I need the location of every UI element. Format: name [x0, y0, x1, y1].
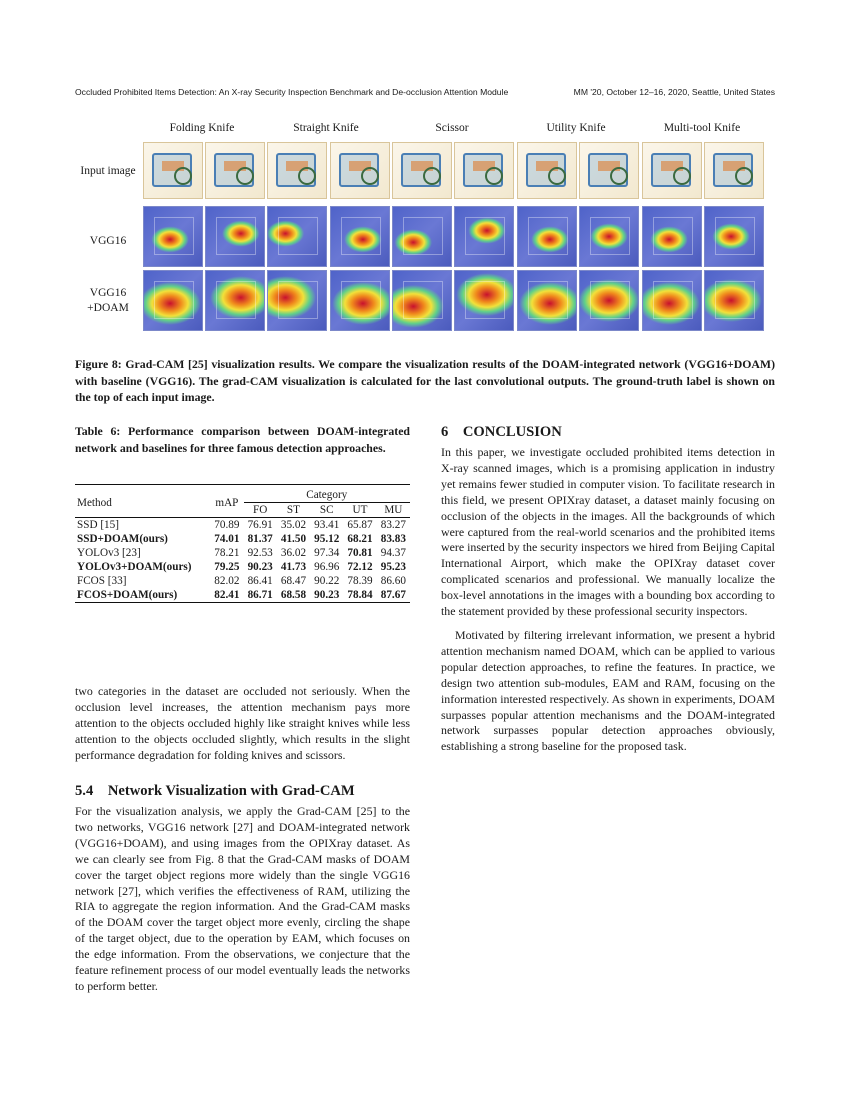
running-header-title: Occluded Prohibited Items Detection: An X-ray Security Inspection Benchmark and De-occlusion Attention Module [75, 87, 509, 97]
figure-column-label: Utility Knife [546, 122, 606, 134]
section-number: 5.4 [75, 783, 94, 799]
gradcam-heatmap [143, 270, 203, 331]
col-header-cat: MU [384, 504, 403, 516]
gradcam-heatmap [454, 270, 514, 331]
gradcam-heatmap [392, 270, 452, 331]
section-heading-6 [441, 424, 562, 441]
gradcam-heatmap [454, 206, 514, 267]
cell-value: 96.96 [314, 561, 340, 573]
cell-value: 90.23 [314, 589, 340, 601]
cell-value: 83.27 [380, 519, 406, 531]
cell-method: SSD [15] [77, 519, 119, 531]
cell-value: 36.02 [280, 547, 307, 559]
body-paragraph: In this paper, we investigate occluded prohibited items detection in X-ray scanned images, which is a promising application in industry yet remains fewer studied in computer vision. To facilitate research in this field, we present OPIXray dataset, a dataset mainly focusing on occlusion of the objects in the images. All the backgrounds of which were captured from the real-world scenarios and the prohibited items were inserted by the security inspectors we hired from Beijing Capital International Airport, which make the OPIXray dataset cover complicated scenarios and professional. We manually localize the box-level annotations in the images with a bounding box according to the statement provided by these professional security inspectors. [441, 445, 775, 619]
performance-table [75, 484, 410, 603]
col-header-cat: SC [319, 504, 334, 516]
cell-method: YOLOv3+DOAM(ours) [77, 561, 192, 573]
gradcam-heatmap [642, 206, 702, 267]
gradcam-heatmap [517, 270, 577, 331]
cell-value: 93.41 [314, 519, 340, 531]
figure-column-label: Straight Knife [293, 122, 359, 134]
cell-method: FCOS [33] [77, 575, 127, 587]
gradcam-heatmap [642, 270, 702, 331]
section-heading-5-4 [75, 783, 355, 800]
figure-row-label: VGG16 [89, 235, 127, 247]
cell-value: 95.23 [380, 561, 406, 573]
table-row [75, 518, 410, 533]
figure-column-label: Folding Knife [169, 122, 235, 134]
cell-value: 86.71 [247, 589, 273, 601]
xray-input-image [205, 142, 265, 199]
gradcam-heatmap [143, 206, 203, 267]
cell-value: 72.12 [347, 561, 373, 573]
table-caption: Table 6: Performance comparison between DOAM-integrated network and baselines for three famous detection approaches. [75, 424, 410, 455]
cell-value: 94.37 [380, 547, 406, 559]
body-paragraph: Motivated by filtering irrelevant information, we present a hybrid attention mechanism named DOAM, which can be applied to various popular detection approaches, to refine the features. In practice, we design two attention sub-modules, EAM and RAM, focusing on the information interested respectively. As shown in experiments, DOAM surpasses popular attention mechanisms and the DOAM-integrated network surpasses popular detection approaches obviously, establishing a strong baseline for the proposed task. [441, 628, 775, 754]
figure-row-label: VGG16 +DOAM [87, 287, 129, 314]
table-row [75, 574, 410, 588]
gradcam-heatmap [517, 206, 577, 267]
cell-value: 76.91 [247, 519, 273, 531]
cell-value: 86.41 [247, 575, 273, 587]
gradcam-heatmap [330, 270, 390, 331]
table-row [75, 532, 410, 546]
table-row [75, 546, 410, 560]
xray-input-image [517, 142, 577, 199]
cell-value: 97.34 [314, 547, 340, 559]
gradcam-heatmap [579, 270, 639, 331]
cell-value: 78.39 [347, 575, 373, 587]
cell-map: 74.01 [214, 533, 240, 545]
cell-value: 68.58 [280, 589, 307, 601]
cell-map: 78.21 [214, 547, 240, 559]
table-row [75, 588, 410, 603]
cell-map: 82.41 [214, 589, 240, 601]
col-header-cat: FO [253, 504, 268, 516]
cell-value: 95.12 [314, 533, 340, 545]
cell-method: SSD+DOAM(ours) [77, 533, 168, 545]
cell-value: 65.87 [347, 519, 373, 531]
cell-map: 82.02 [214, 575, 240, 587]
cell-value: 70.81 [347, 547, 373, 559]
table-row [75, 560, 410, 574]
figure-caption: Figure 8: Grad-CAM [25] visualization results. We compare the visualization results of the DOAM-integrated network (VGG16+DOAM) with baseline (VGG16). The grad-CAM visualization is calculated for the last convolutional outputs. The ground-truth label is shown on the top of each input image. [75, 357, 775, 404]
cell-method: YOLOv3 [23] [77, 547, 141, 559]
col-header-cat: ST [286, 504, 300, 516]
col-header-category: Category [244, 485, 410, 503]
gradcam-heatmap [704, 270, 764, 331]
gradcam-heatmap [392, 206, 452, 267]
cell-value: 83.83 [380, 533, 406, 545]
cell-map: 70.89 [214, 519, 240, 531]
xray-input-image [579, 142, 639, 199]
cell-value: 90.23 [247, 561, 273, 573]
cell-value: 86.60 [380, 575, 406, 587]
cell-value: 92.53 [247, 547, 273, 559]
section-title: Network Visualization with Grad-CAM [107, 783, 355, 799]
figure-column-label: Multi-tool Knife [663, 122, 741, 134]
col-header-method: Method [77, 496, 112, 509]
xray-input-image [704, 142, 764, 199]
cell-value: 90.22 [314, 575, 340, 587]
gradcam-heatmap [330, 206, 390, 267]
cell-value: 41.50 [280, 533, 307, 545]
cell-value: 35.02 [280, 519, 307, 531]
cell-value: 87.67 [380, 589, 406, 601]
figure-column-label: Scissor [435, 122, 469, 134]
gradcam-heatmap [267, 270, 327, 331]
cell-value: 81.37 [247, 533, 273, 545]
gradcam-heatmap [205, 270, 265, 331]
gradcam-heatmap [704, 206, 764, 267]
section-title: CONCLUSION [462, 424, 562, 440]
col-header-map: mAP [215, 496, 239, 509]
xray-input-image [143, 142, 203, 199]
gradcam-heatmap [267, 206, 327, 267]
cell-map: 79.25 [214, 561, 240, 573]
gradcam-heatmap [579, 206, 639, 267]
xray-input-image [267, 142, 327, 199]
xray-input-image [330, 142, 390, 199]
cell-value: 68.47 [280, 575, 307, 587]
xray-input-image [454, 142, 514, 199]
cell-value: 41.73 [280, 561, 307, 573]
section-number: 6 [441, 424, 449, 440]
figure-row-label: Input image [80, 165, 136, 177]
figure-8 [0, 0, 850, 350]
running-header-venue: MM '20, October 12–16, 2020, Seattle, United States [573, 87, 775, 97]
xray-input-image [642, 142, 702, 199]
body-paragraph: two categories in the dataset are occluded not seriously. When the occlusion level increases, the attention mechanism pays more attention to the objects occluded highly like straight knives while less attention to the objects occluded slightly, which results in the slight performance degradation for folding knives and scissors. [75, 684, 410, 762]
cell-method: FCOS+DOAM(ours) [77, 589, 178, 601]
cell-value: 68.21 [347, 533, 373, 545]
cell-value: 78.84 [347, 589, 373, 601]
xray-input-image [392, 142, 452, 199]
col-header-cat: UT [352, 504, 368, 516]
body-paragraph: For the visualization analysis, we apply the Grad-CAM [25] to the two networks, VGG16 network [27] and DOAM-integrated network (VGG16+DOAM), and using images from the OPIXray dataset. As we can clearly see from Fig. 8 that the Grad-CAM masks of DOAM cover the target object regions more widely than the single VGG16 network [27], which verifies the effectiveness of RAM, utilizing the RIA to aggregate the region information. And the Grad-CAM masks of the DOAM cover the target object more evenly, circling the shape of the target object, due to the operation by EAM, which focuses on the edge information. From the observations, we conjecture that the feature refinement process of our model eventually leads the networks to perform better. [75, 804, 410, 993]
gradcam-heatmap [205, 206, 265, 267]
